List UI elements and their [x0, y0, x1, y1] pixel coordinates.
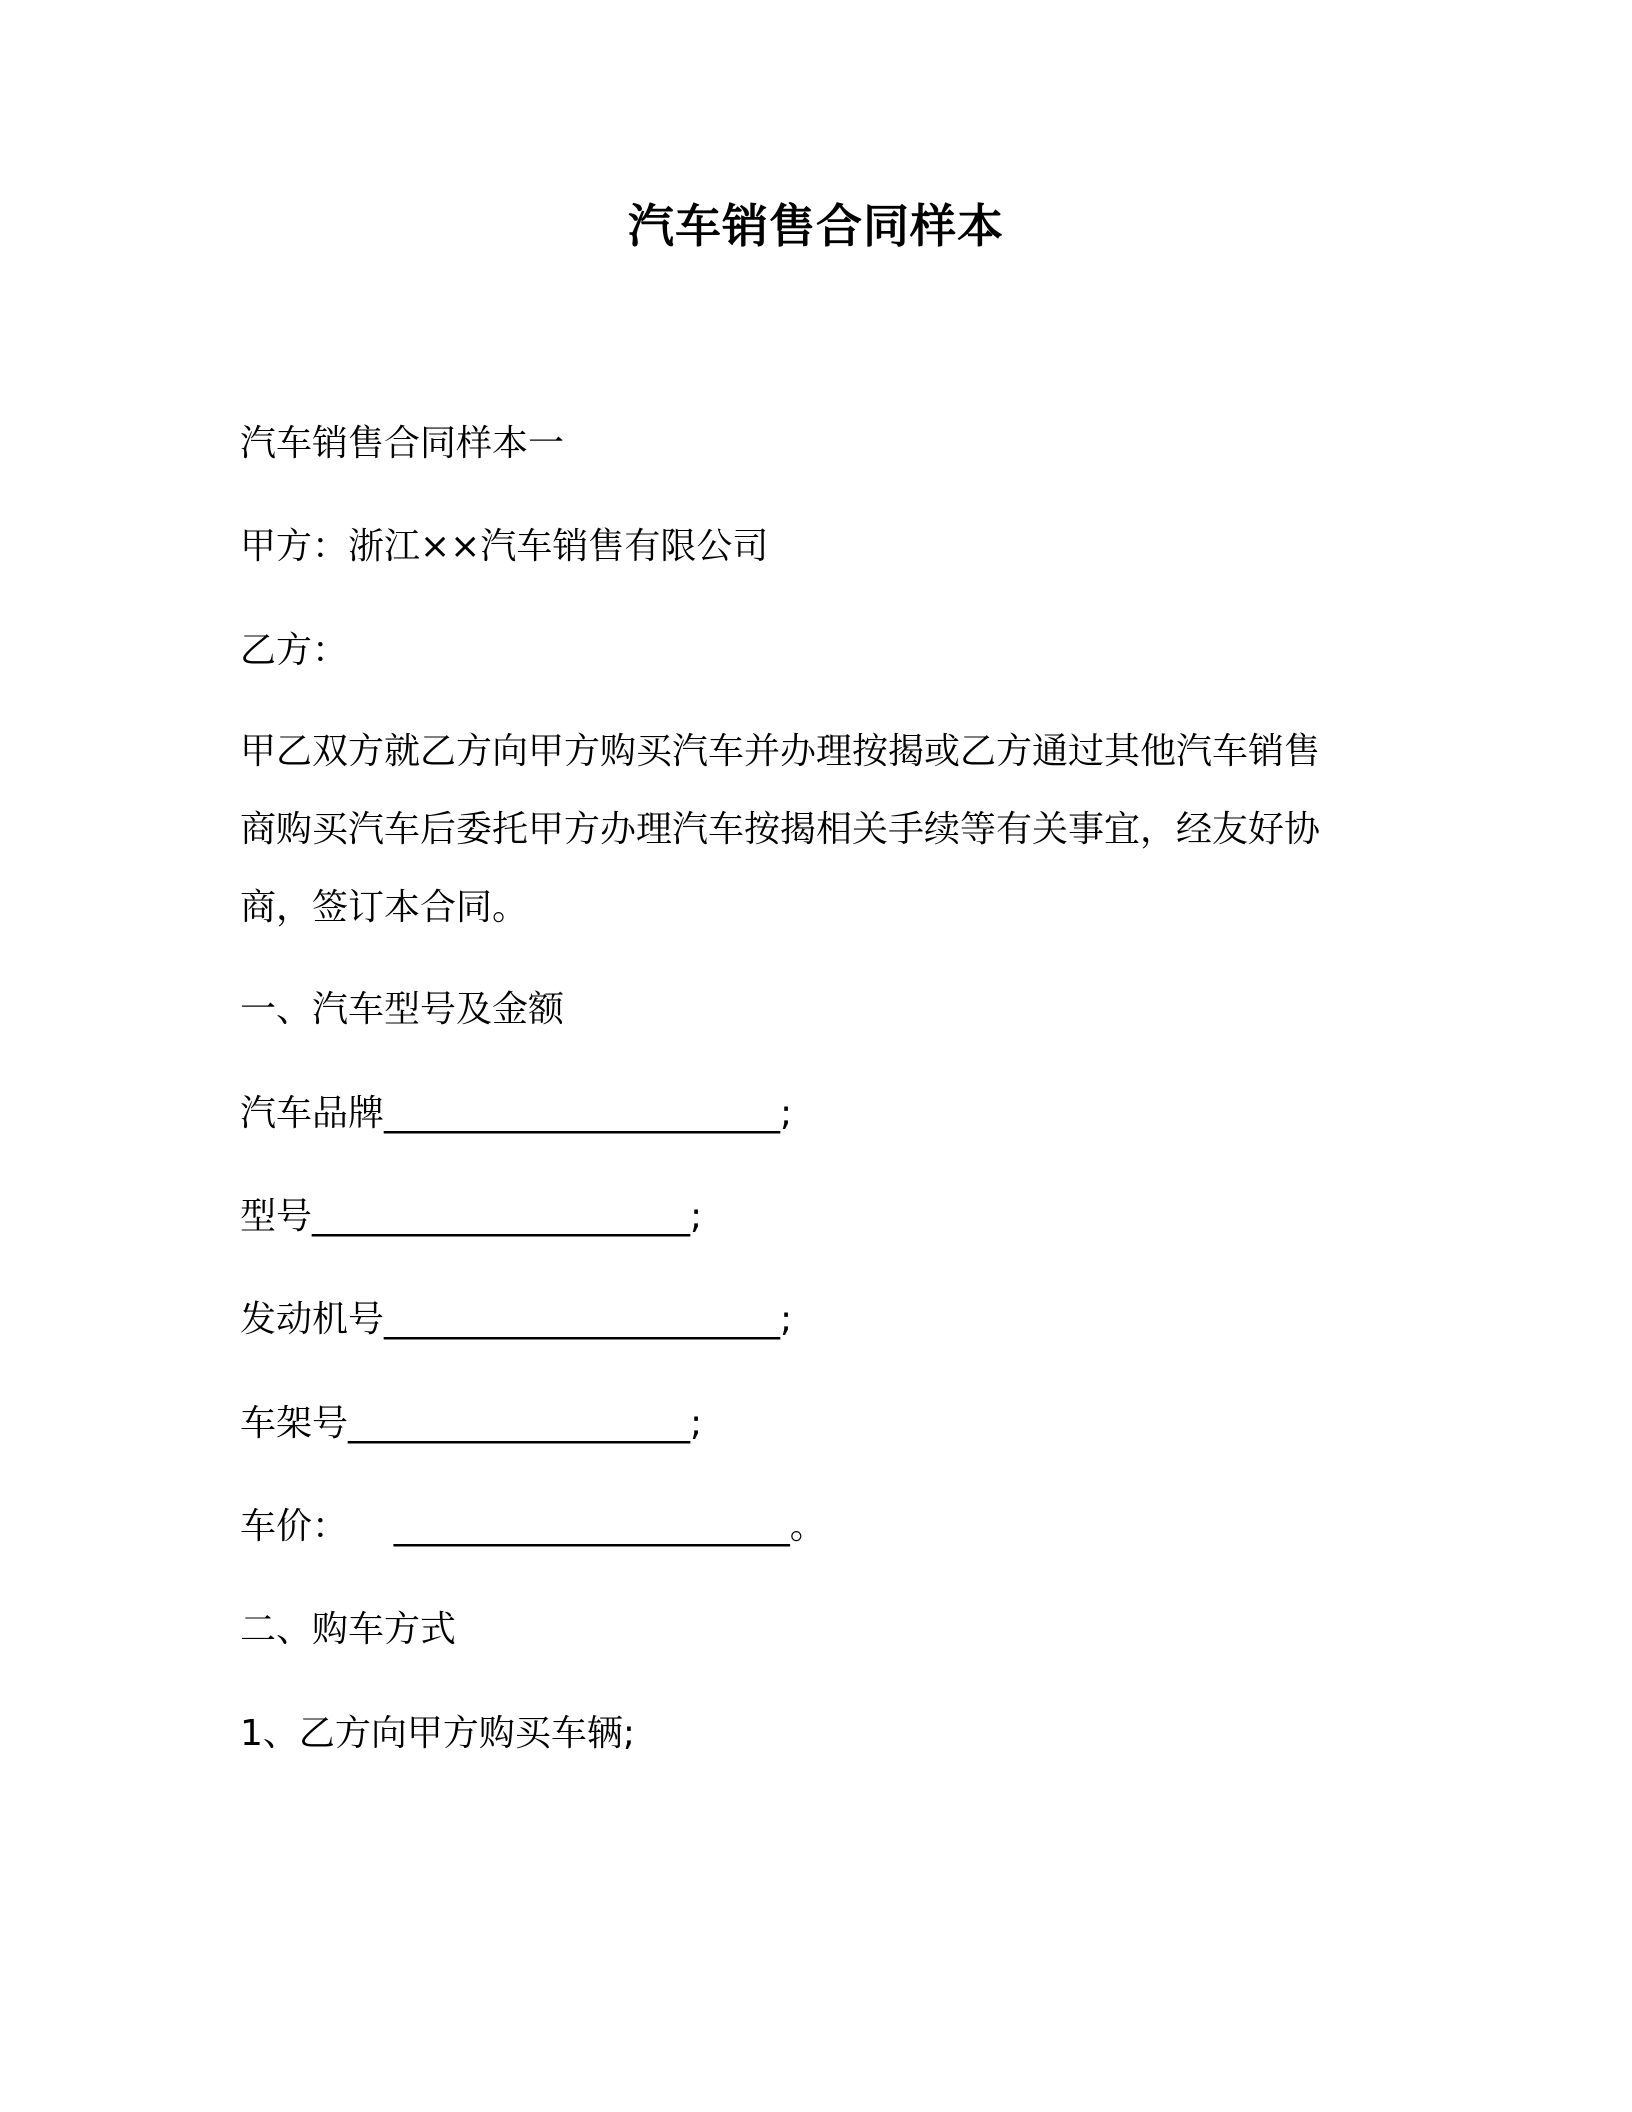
document-title: 汽车销售合同样本 [628, 199, 1004, 253]
intro-paragraph-line-3: 商，签订本合同。 [240, 887, 529, 928]
section-1-heading: 一、汽车型号及金额 [240, 989, 565, 1030]
field-price: 车价： ______________________。 [240, 1506, 826, 1547]
field-frame-number: 车架号___________________; [240, 1403, 703, 1444]
contract-subtitle: 汽车销售合同样本一 [240, 423, 565, 464]
party-a-line: 甲方：浙江××汽车销售有限公司 [240, 526, 769, 567]
section-2-heading: 二、购车方式 [240, 1609, 457, 1650]
field-engine-number: 发动机号______________________; [240, 1299, 793, 1340]
field-brand: 汽车品牌______________________; [240, 1093, 793, 1134]
intro-paragraph-line-2: 商购买汽车后委托甲方办理汽车按揭相关手续等有关事宜，经友好协 [240, 809, 1321, 850]
party-b-line: 乙方： [240, 630, 349, 671]
field-model: 型号_____________________; [240, 1196, 703, 1237]
purchase-item-1: 1、乙方向甲方购买车辆; [240, 1713, 636, 1754]
intro-paragraph-line-1: 甲乙双方就乙方向甲方购买汽车并办理按揭或乙方通过其他汽车销售 [240, 731, 1321, 772]
